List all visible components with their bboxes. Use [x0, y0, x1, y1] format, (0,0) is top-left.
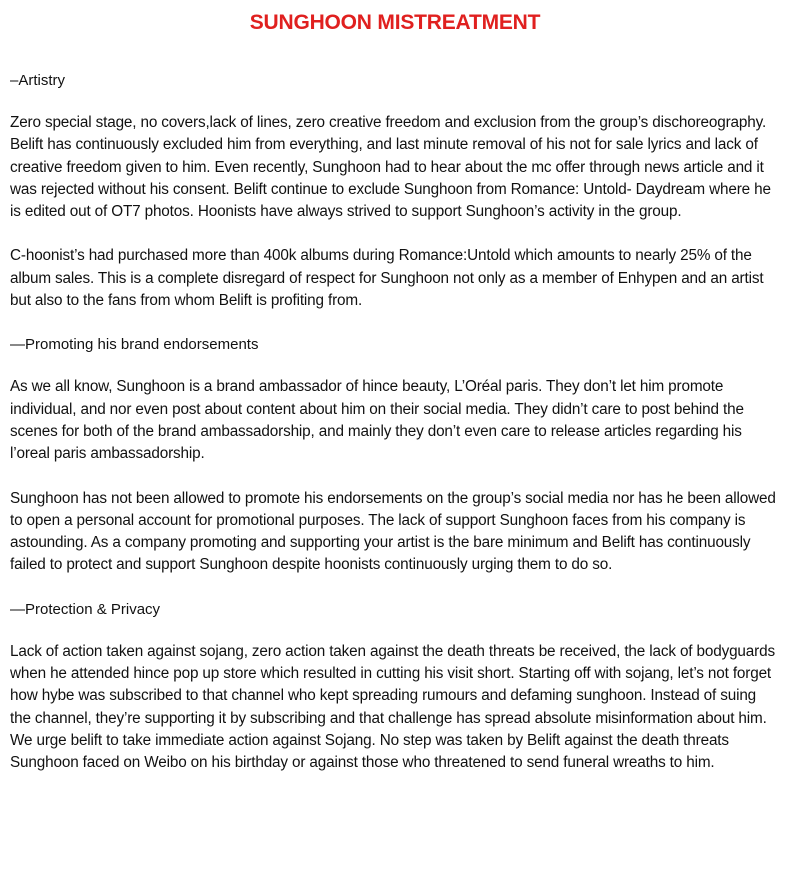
spacer [10, 577, 780, 599]
paragraph: Sunghoon has not been allowed to promote his endorsements on the group’s social media nor has he been allowed to open a personal account for promotional purposes. The lack of support Sunghoon faces from his company is astounding. As a company promoting and supporting your artist is the bare minimum and Belift has continuously failed to protect and support Sunghoon despite hoonists continuously urging them to do so. [10, 489, 776, 574]
spacer [10, 356, 780, 376]
section-heading-artistry: –Artistry [10, 72, 66, 89]
spacer [10, 223, 780, 245]
spacer [10, 466, 780, 488]
document-title: SUNGHOON MISTREATMENT [249, 11, 541, 34]
section-protection-privacy [10, 599, 780, 775]
section-artistry [10, 70, 780, 312]
spacer [10, 621, 780, 641]
spacer [10, 312, 780, 334]
section-brand-endorsements [10, 334, 780, 576]
paragraph: C-hoonist’s had purchased more than 400k albums during Romance:Untold which amounts to nearly 25% of the album sales. This is a complete disregard of respect for Sunghoon not only as a member of Enhypen and an artist but also to the fans from whom Belift is profiting from. [10, 247, 764, 310]
section-heading-protection-privacy: —Protection & Privacy [10, 600, 161, 618]
paragraph: Lack of action taken against sojang, zero action taken against the death threats be received, the lack of bodyguards when he attended hince pop up store which resulted in cutting his visit short. Starting off with sojang, let’s not forget how hybe was subscribed to that channel who kept spreading rumours and defaming sunghoon. Instead of suing the channel, they’re supporting it by subscribing and that challenge has spread absolute misinformation about him. We urge belift to take immediate action against Sojang. No step was taken by Belift against the death threats Sunghoon faced on Weibo on his birthday or against those who threatened to send funeral wreaths to him. [10, 642, 775, 772]
paragraph: As we all know, Sunghoon is a brand ambassador of hince beauty, L’Oréal paris. They don’t let him promote individual, and nor even post about content about him on their social media. They didn’t care to post behind the scenes for both of the brand ambassadorship, and mainly they don’t even care to release articles regarding his l’oreal paris ambassadorship. [10, 378, 744, 463]
spacer [10, 92, 780, 112]
section-heading-brand-endorsements: —Promoting his brand endorsements [10, 336, 259, 354]
spacer [10, 38, 780, 70]
paragraph: Zero special stage, no covers,lack of lines, zero creative freedom and exclusion from the group’s dischoreography. Belift has continuously excluded him from everything, and last minute removal of his not for sale lyrics and lack of creative freedom given to him. Even recently, Sunghoon had to hear about the mc offer through news article and it was rejected without his consent. Belift continue to exclude Sunghoon from Romance: Untold- Daydream where he is edited out of OT7 photos. Hoonists have always strived to support Sunghoon’s activity in the group. [10, 114, 771, 221]
